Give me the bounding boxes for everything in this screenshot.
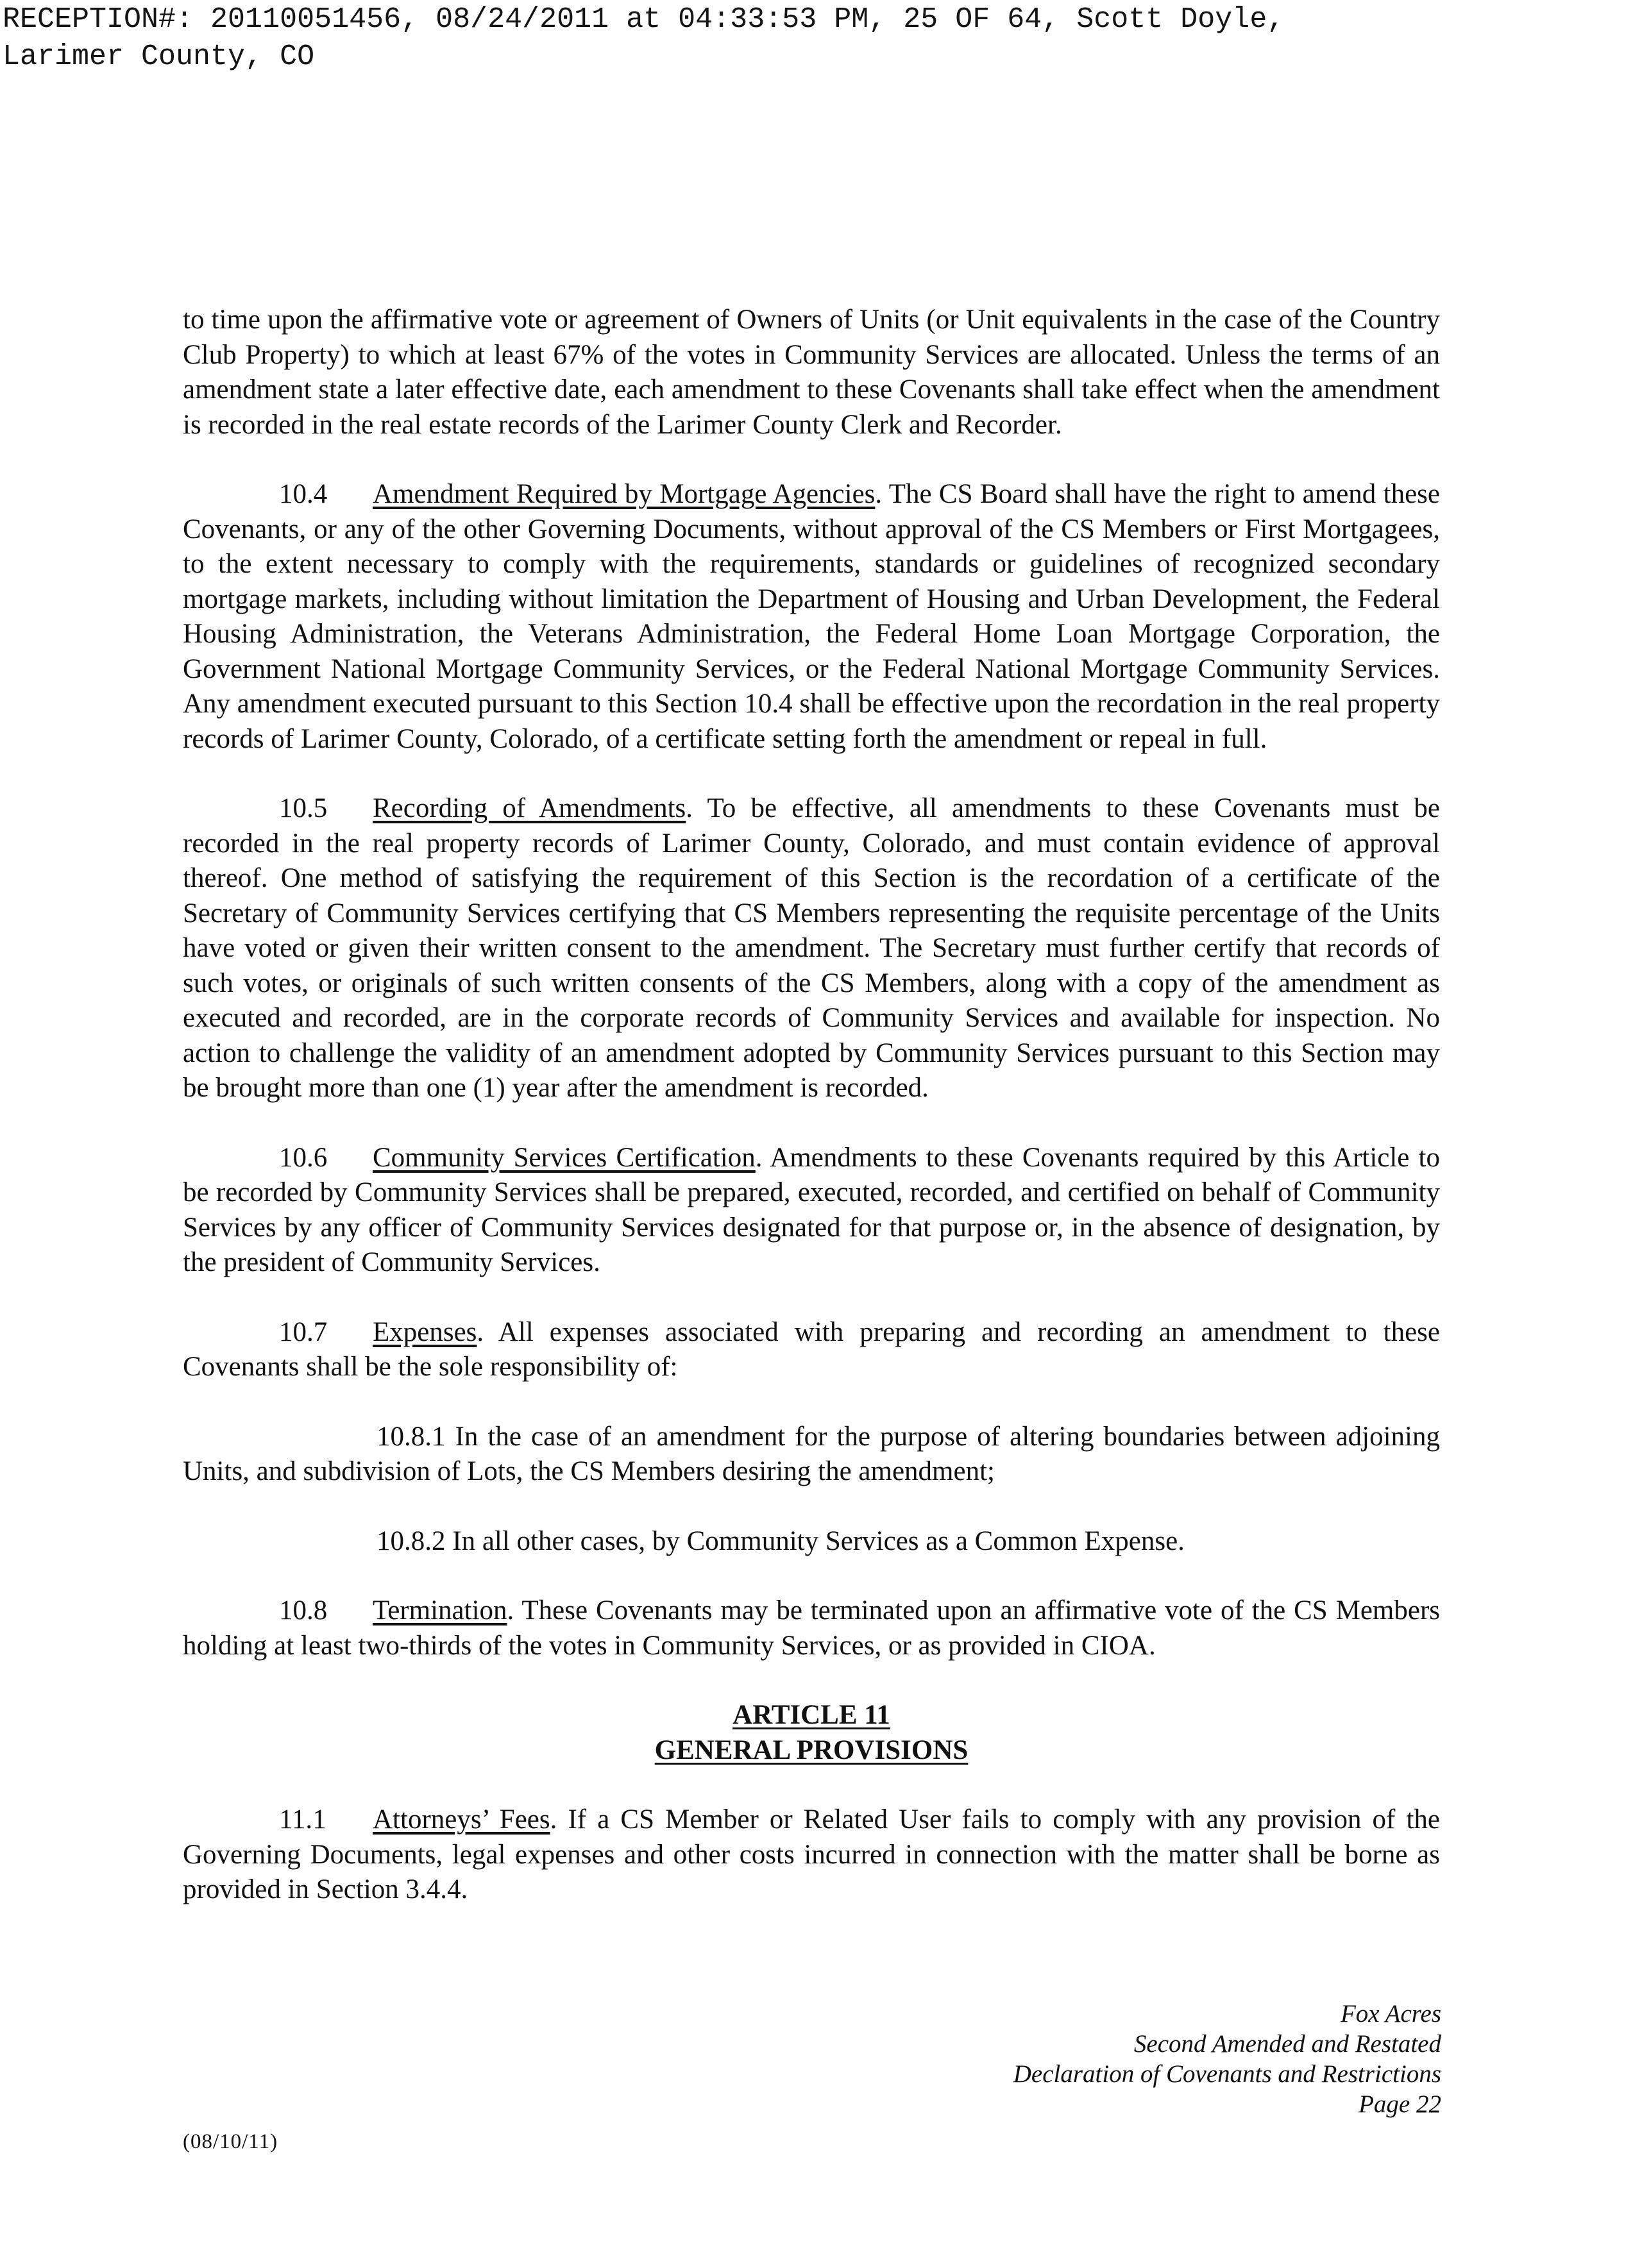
section-10-5 — [183, 791, 1440, 1106]
continued-paragraph: to time upon the affirmative vote or agreement of Owners of Units (or Unit equivalents in the case of the Country Club Property) to which at least 67% of the votes in Community Services are allocated. Unless the terms of an amendment state a later effective date, each amendment to these Covenants shall take effect when the amendment is recorded in the real estate records of the Larimer County Clerk and Recorder. — [183, 305, 1440, 440]
section-11-1 — [183, 1802, 1440, 1908]
page-number: Page 22 — [1358, 2090, 1441, 2118]
section-heading: Amendment Required by Mortgage Agencies — [373, 479, 876, 509]
stamp-line-2: Larimer County, CO — [3, 40, 315, 73]
section-text: . If a CS Member or Related User fails to comply with any provision of the Governing Documents, legal expenses and other costs incurred in connection with the matter shall be borne as provided in Section 3.4.4. — [183, 1804, 1440, 1904]
section-number: 10.7 — [279, 1316, 328, 1347]
section-heading: Recording of Amendments — [373, 793, 686, 823]
footer-project: Fox Acres — [1340, 2000, 1441, 2028]
section-10-8 — [183, 1593, 1440, 1663]
subsection-text: 10.8.1 In the case of an amendment for the purpose of altering boundaries between adjoining Units, and subdivision of Lots, the CS Members desiring the amendment; — [183, 1421, 1440, 1486]
section-number: 10.6 — [279, 1142, 328, 1173]
section-number: 10.4 — [279, 479, 328, 509]
section-10-4 — [183, 477, 1440, 757]
section-10-8-1 — [183, 1420, 1440, 1490]
footer-subtitle: Second Amended and Restated — [1133, 2030, 1441, 2058]
section-10-6 — [183, 1141, 1440, 1281]
stamp-line-1: RECEPTION#: 20110051456, 08/24/2011 at 04:33:53 PM, 25 OF 64, Scott Doyle, — [3, 3, 1285, 36]
footer-doc-title: Declaration of Covenants and Restrictions — [1013, 2060, 1441, 2088]
section-heading: Expenses — [373, 1316, 477, 1347]
subsection-text: 10.8.2 In all other cases, by Community Services as a Common Expense. — [377, 1525, 1185, 1556]
section-10-7 — [183, 1315, 1440, 1385]
section-number: 10.8 — [279, 1595, 328, 1625]
document-body — [183, 303, 1440, 1942]
document-footer — [1013, 1999, 1441, 2119]
article-number: ARTICLE 11 — [732, 1700, 890, 1730]
article-title: GENERAL PROVISIONS — [654, 1735, 969, 1765]
section-text: . All expenses associated with preparing and recording an amendment to these Covenants shall be the sole responsibility of: — [183, 1316, 1440, 1382]
section-10-8-2 — [183, 1524, 1440, 1559]
recording-stamp — [3, 1, 1284, 76]
section-text: . These Covenants may be terminated upon an affirmative vote of the CS Members holding at least two-thirds of the votes in Community Services, or as provided in CIOA. — [183, 1595, 1440, 1661]
section-text: . The CS Board shall have the right to amend these Covenants, or any of the other Governing Documents, without approval of the CS Members or First Mortgagees, to the extent necessary to comply with the requirements, standards or guidelines of recognized secondary mortgage markets, including without limitation the Department of Housing and Urban Development, the Federal Housing Administration, the Veterans Administration, the Federal Home Loan Mortgage Corporation, the Government National Mortgage Community Services, or the Federal National Mortgage Community Services. Any amendment executed pursuant to this Section 10.4 shall be effective upon the recordation in the real property records of Larimer County, Colorado, of a certificate setting forth the amendment or repeal in full. — [183, 479, 1440, 754]
revision-date: (08/10/11) — [183, 2130, 278, 2153]
section-heading: Attorneys’ Fees — [373, 1804, 550, 1835]
section-number: 11.1 — [279, 1804, 326, 1835]
section-number: 10.5 — [279, 793, 328, 823]
section-text: . Amendments to these Covenants required by this Article to be recorded by Community Services shall be prepared, executed, recorded, and certified on behalf of Community Services by any officer of Community Services designated for that purpose or, in the absence of designation, by the president of Community Services. — [183, 1142, 1440, 1277]
section-text: . To be effective, all amendments to these Covenants must be recorded in the real property records of Larimer County, Colorado, and must contain evidence of approval thereof. One method of satisfying the requirement of this Section is the recordation of a certificate of the Secretary of Community Services certifying that CS Members representing the requisite percentage of the Units have voted or given their written consent to the amendment. The Secretary must further certify that records of such votes, or originals of such written consents of the CS Members, along with a copy of the amendment as executed and recorded, are in the corporate records of Community Services and available for inspection. No action to challenge the validity of an amendment adopted by Community Services pursuant to this Section may be brought more than one (1) year after the amendment is recorded. — [183, 793, 1440, 1103]
section-heading: Termination — [373, 1595, 507, 1625]
section-heading: Community Services Certification — [373, 1142, 756, 1173]
article-heading — [183, 1698, 1440, 1768]
